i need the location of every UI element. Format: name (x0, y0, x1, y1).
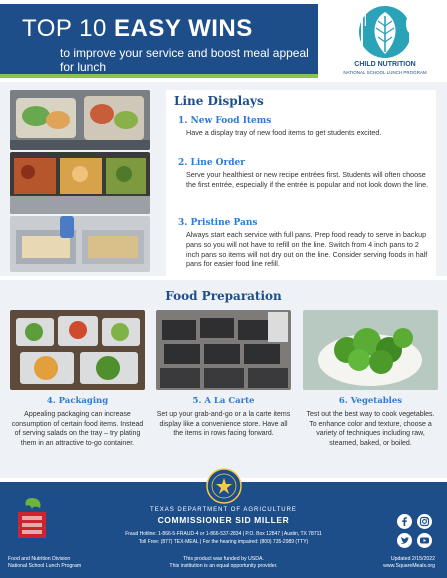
page-subtitle: to improve your service and boost meal appeal for lunch (60, 46, 309, 74)
tip-a-la-carte-title: 5. A La Carte (192, 396, 255, 406)
tip-line-order-desc: Serve your healthiest or new recipe entrées first. Students will often choose the first entrée, especially if the entrée is popular and not look down the line. (186, 170, 429, 189)
header-banner (0, 4, 318, 78)
tip-a-la-carte (156, 310, 291, 439)
tip-pristine-pans-title: 3. Pristine Pans (178, 218, 258, 228)
squaremeals-link[interactable]: www.SquareMeals.org (383, 563, 435, 569)
packaging-photo (10, 310, 145, 390)
header (0, 0, 447, 82)
footer (0, 482, 447, 578)
food-preparation-section (0, 280, 447, 478)
a-la-carte-photo (156, 310, 291, 390)
tip-a-la-carte-desc: Set up your grab-and-go or a la carte items display like a convenience store. Have all the items in rows facing forward. (156, 411, 291, 438)
tip-line-order-title: 2. Line Order (178, 158, 246, 168)
tip-packaging (10, 310, 145, 448)
tda-seal-icon (206, 468, 242, 504)
apple-leaf-icon (330, 4, 440, 60)
line-displays-content (166, 90, 436, 276)
child-nutrition-logo: CHILD NUTRITION NATIONAL SCHOOL LUNCH PROGRAM (330, 4, 440, 80)
youtube-icon[interactable] (417, 533, 432, 548)
twitter-icon[interactable] (397, 533, 412, 548)
commissioner-name: COMMISSIONER SID MILLER (157, 515, 290, 525)
usda-notice: This product was funded by USDA. This institution is an equal opportunity provider. (169, 556, 278, 569)
facebook-icon[interactable] (397, 514, 412, 529)
tip-new-food-items-title: 1. New Food Items (178, 116, 272, 126)
tip-packaging-desc: Appealing packaging can increase consumption of certain food items. Instead of serving salads on the tray – try plating them in an attractive to-go container. (11, 411, 144, 447)
line-photos (10, 90, 150, 272)
tip-packaging-title: 4. Packaging (46, 396, 109, 406)
tip-pristine-pans-desc: Always start each service with full pans. Prep food ready to serve in backup pans so you will not have to refill on the line. Switch from 4 inch pans to 2 inch pans so items will not dry out on the line. Consider serving foods in half pans for easier food line refill. (186, 230, 428, 269)
instagram-icon[interactable] (417, 514, 432, 529)
tip-vegetables-desc: Test out the best way to cook vegetables. To enhance color and texture, choose a variety of techniques including raw, steamed, baked, or boiled. (306, 411, 435, 447)
fraud-hotline: Fraud Hotline: 1-866-5-FRAUD-4 or 1-866-537-2834 | P.O. Box 12847 | Austin, TX 78711 (125, 531, 322, 537)
pristine-pans-photo (10, 216, 150, 272)
line-displays-heading: Line Displays (174, 94, 264, 108)
page-title: TOP 10 EASY WINS (22, 15, 253, 42)
agency-name: TEXAS DEPARTMENT OF AGRICULTURE (150, 507, 297, 513)
tip-vegetables (303, 310, 438, 448)
tip-new-food-items-desc: Have a display tray of new food items to get students excited. (186, 128, 382, 137)
tip-vegetables-title: 6. Vegetables (338, 396, 403, 406)
toll-free: Toll Free: (877) TEX-MEAL | For the hearing impaired: (800) 735-2989 (TTY) (138, 539, 309, 545)
division-info: Food and Nutrition Division National School Lunch Program (8, 556, 82, 569)
food-tray-photo (10, 90, 150, 150)
food-line-photo (10, 152, 150, 214)
vegetables-photo (303, 310, 438, 390)
update-info: Updated 2/15/2022 www.SquareMeals.org (383, 556, 435, 569)
food-preparation-heading: Food Preparation (165, 289, 282, 303)
line-displays-section (0, 82, 447, 276)
